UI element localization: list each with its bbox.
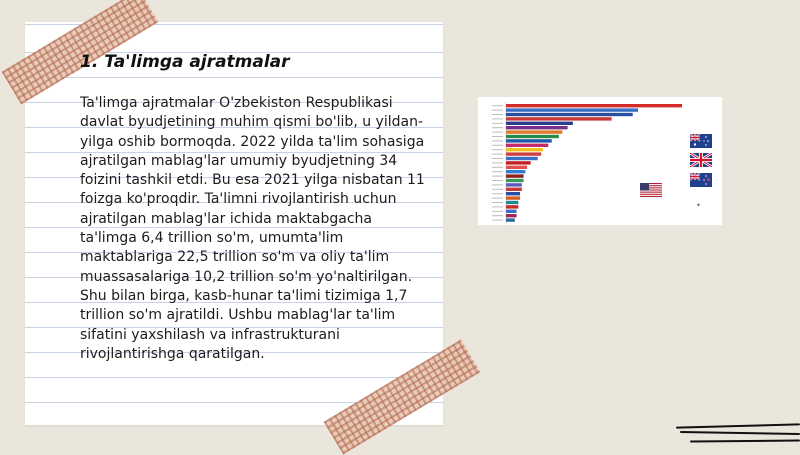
decorative-line [690, 440, 800, 443]
chart-bar [506, 170, 525, 173]
chart-bar [506, 113, 633, 116]
chart-logo-icon: ✦ [696, 202, 702, 209]
chart-category-label [492, 206, 503, 207]
chart-category-label [492, 220, 503, 221]
chart-bar [506, 166, 527, 169]
chart-category-label [492, 198, 503, 199]
chart-category-label [492, 162, 503, 163]
chart-category-label [492, 202, 503, 203]
chart-category-label [492, 184, 503, 185]
chart-bar [506, 174, 524, 177]
chart-bar [506, 161, 531, 164]
chart-bar [506, 126, 568, 129]
slide-paragraph: Ta'limga ajratmalar O'zbekiston Respublikasi davlat byudjetining muhim qismi bo'lib, u yildan-yilga oshib bormoqda. 2022 yilda ta'lim sohasiga ajratilgan mablag'lar umumiy byudjetning 34 foizini tashkil etdi. Bu esa 2021 yilga nisbatan 11 foizga ko'proqdir. Ta'limni rivojlantirish uchun ajratilgan mablag'lar ichida maktabgacha ta'limga 6,4 trillion so'm, umumta'lim maktablariga 22,5 trillion so'm va oliy ta'lim muassasalariga 10,2 trillion so'm yo'naltirilgan. Shu bilan birga, kasb-hunar ta'limi tizimiga 1,7 trillion so'm ajratildi. Ushbu mablag'lar ta'lim sifatini yaxshilash va infrastrukturani rivojlantirishga qaratilgan. [80, 95, 425, 362]
chart-bar [506, 135, 559, 138]
chart-category-label [492, 105, 503, 106]
chart-category-label [492, 136, 503, 137]
chart-category-label [492, 211, 503, 212]
chart-bar [506, 139, 552, 142]
chart-bar [506, 218, 515, 221]
chart-category-label [492, 193, 503, 194]
chart-category-label [492, 215, 503, 216]
chart-category-label [492, 158, 503, 159]
chart-category-label [492, 167, 503, 168]
chart-bar [506, 201, 518, 204]
chart-category-label [492, 140, 503, 141]
chart-category-label [492, 114, 503, 115]
chart-bar [506, 108, 638, 111]
chart-bar [506, 122, 573, 125]
chart-bar [506, 148, 543, 151]
chart-category-label [492, 154, 503, 155]
australia-flag-icon [690, 134, 712, 148]
bar-chart [478, 97, 722, 225]
chart-category-label [492, 149, 503, 150]
decorative-line [680, 431, 800, 435]
chart-category-label [492, 171, 503, 172]
chart-bar [506, 188, 522, 191]
chart-category-label [492, 180, 503, 181]
slide-title: 1. Ta'limga ajratmalar [80, 52, 290, 72]
chart-bar [506, 183, 522, 186]
chart-category-label [492, 145, 503, 146]
chart-bar [506, 214, 517, 217]
chart-category-label [492, 132, 503, 133]
chart-category-label [492, 189, 503, 190]
chart-bar [506, 152, 541, 155]
chart-bar [506, 130, 562, 133]
chart-category-label [492, 127, 503, 128]
chart-category-label [492, 118, 503, 119]
new-zealand-flag-icon [690, 173, 712, 187]
chart-bar [506, 157, 538, 160]
us-flag-icon [640, 183, 662, 197]
chart-category-label [492, 123, 503, 124]
chart-bar [506, 117, 612, 120]
chart-bar [506, 205, 518, 208]
chart-bar [506, 179, 524, 182]
chart-category-label [492, 176, 503, 177]
chart-bar [506, 104, 682, 107]
chart-card [478, 97, 722, 225]
chart-category-label [492, 110, 503, 111]
chart-bar [506, 196, 520, 199]
decorative-line [676, 423, 800, 428]
chart-bar [506, 192, 520, 195]
uk-flag-icon [690, 153, 712, 167]
chart-bar [506, 144, 548, 147]
chart-bar [506, 210, 517, 213]
